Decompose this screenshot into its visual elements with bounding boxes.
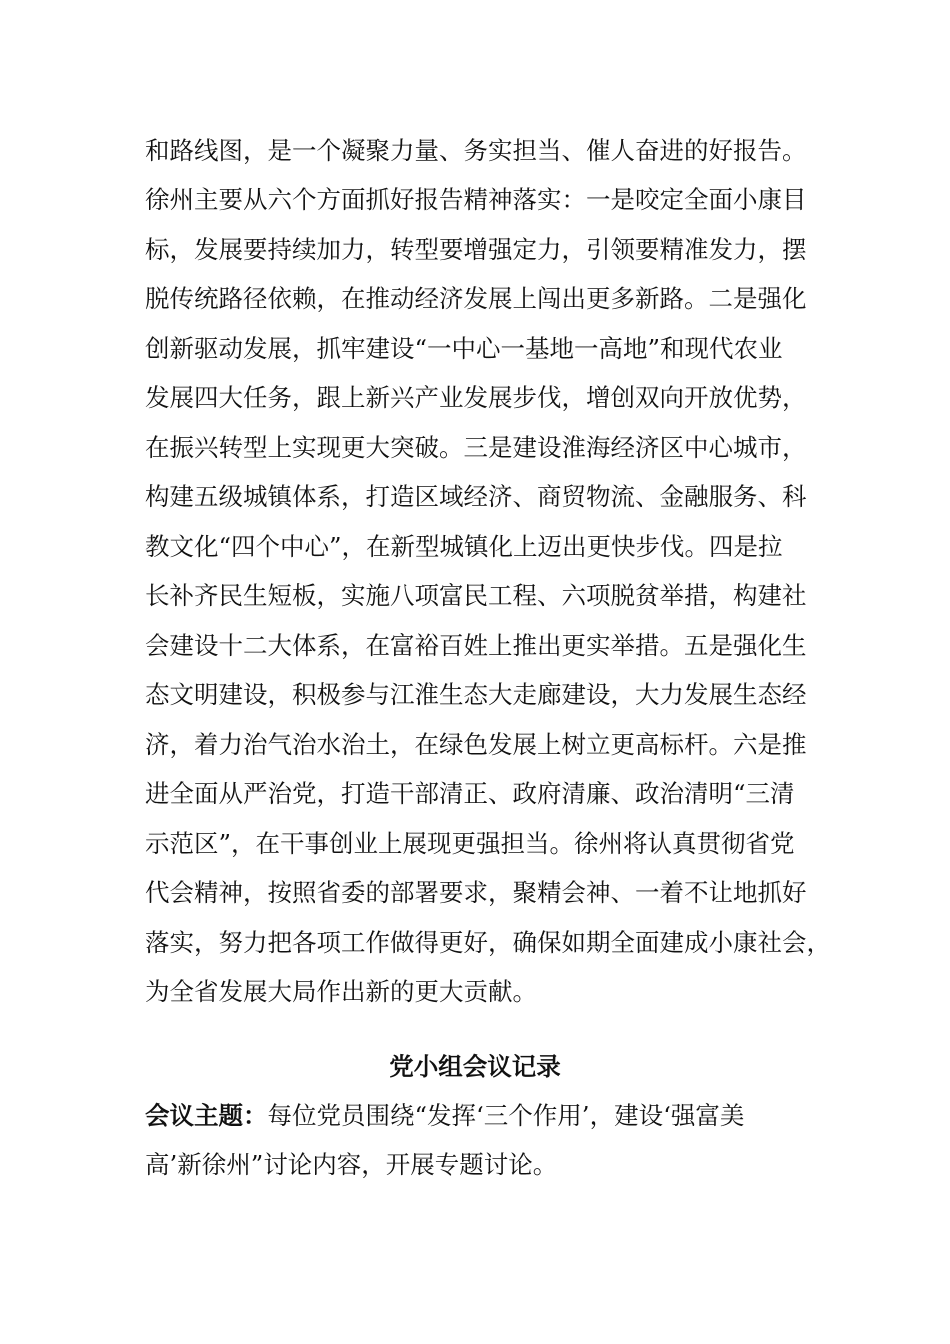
body-text-line: 标，发展要持续加力，转型要增强定力，引领要精准发力，摆: [145, 235, 807, 264]
body-text-line: 示范区”，在干事创业上展现更强担当。徐州将认真贯彻省党: [145, 829, 795, 858]
body-text-line: 落实，努力把各项工作做得更好，确保如期全面建成小康社会，: [145, 928, 831, 957]
meeting-topic-label: 会议主题：: [145, 1101, 268, 1130]
body-text-line: 教文化“四个中心”，在新型城镇化上迈出更快步伐。四是拉: [145, 532, 783, 561]
body-text-line: 发展四大任务，跟上新兴产业发展步伐，增创双向开放优势，: [145, 383, 807, 412]
meeting-topic-line: [145, 1101, 744, 1131]
body-text-line: 脱传统路径依赖，在推动经济发展上闯出更多新路。二是强化: [145, 284, 807, 313]
body-text-line: 济，着力治气治水治土，在绿色发展上树立更高标杆。六是推: [145, 730, 807, 759]
body-text-line: 长补齐民生短板，实施八项富民工程、六项脱贫举措，构建社: [145, 581, 807, 610]
body-text-line: 为全省发展大局作出新的更大贡献。: [145, 977, 537, 1006]
body-text-line: 构建五级城镇体系，打造区域经济、商贸物流、金融服务、科: [145, 482, 807, 511]
meeting-topic-continuation: 高’新徐州”讨论内容，开展专题讨论。: [145, 1150, 558, 1179]
body-text-line: 会建设十二大体系，在富裕百姓上推出更实举措。五是强化生: [145, 631, 807, 660]
body-text-line: 进全面从严治党，打造干部清正、政府清廉、政治清明“三清: [145, 779, 795, 808]
section-title: 党小组会议记录: [389, 1052, 561, 1081]
body-text-line: 和路线图，是一个凝聚力量、务实担当、催人奋进的好报告。: [145, 136, 807, 165]
meeting-topic-text: 每位党员围绕“发挥‘三个作用’，建设‘强富美: [267, 1101, 745, 1130]
body-text-line: 态文明建设，积极参与江淮生态大走廊建设，大力发展生态经: [145, 680, 807, 709]
body-text-line: 代会精神，按照省委的部署要求，聚精会神、一着不让地抓好: [145, 878, 807, 907]
body-text-line: 徐州主要从六个方面抓好报告精神落实：一是咬定全面小康目: [145, 185, 807, 214]
body-text-line: 创新驱动发展，抓牢建设“一中心一基地一高地”和现代农业: [145, 334, 783, 363]
body-text-line: 在振兴转型上实现更大突破。三是建设淮海经济区中心城市，: [145, 433, 807, 462]
